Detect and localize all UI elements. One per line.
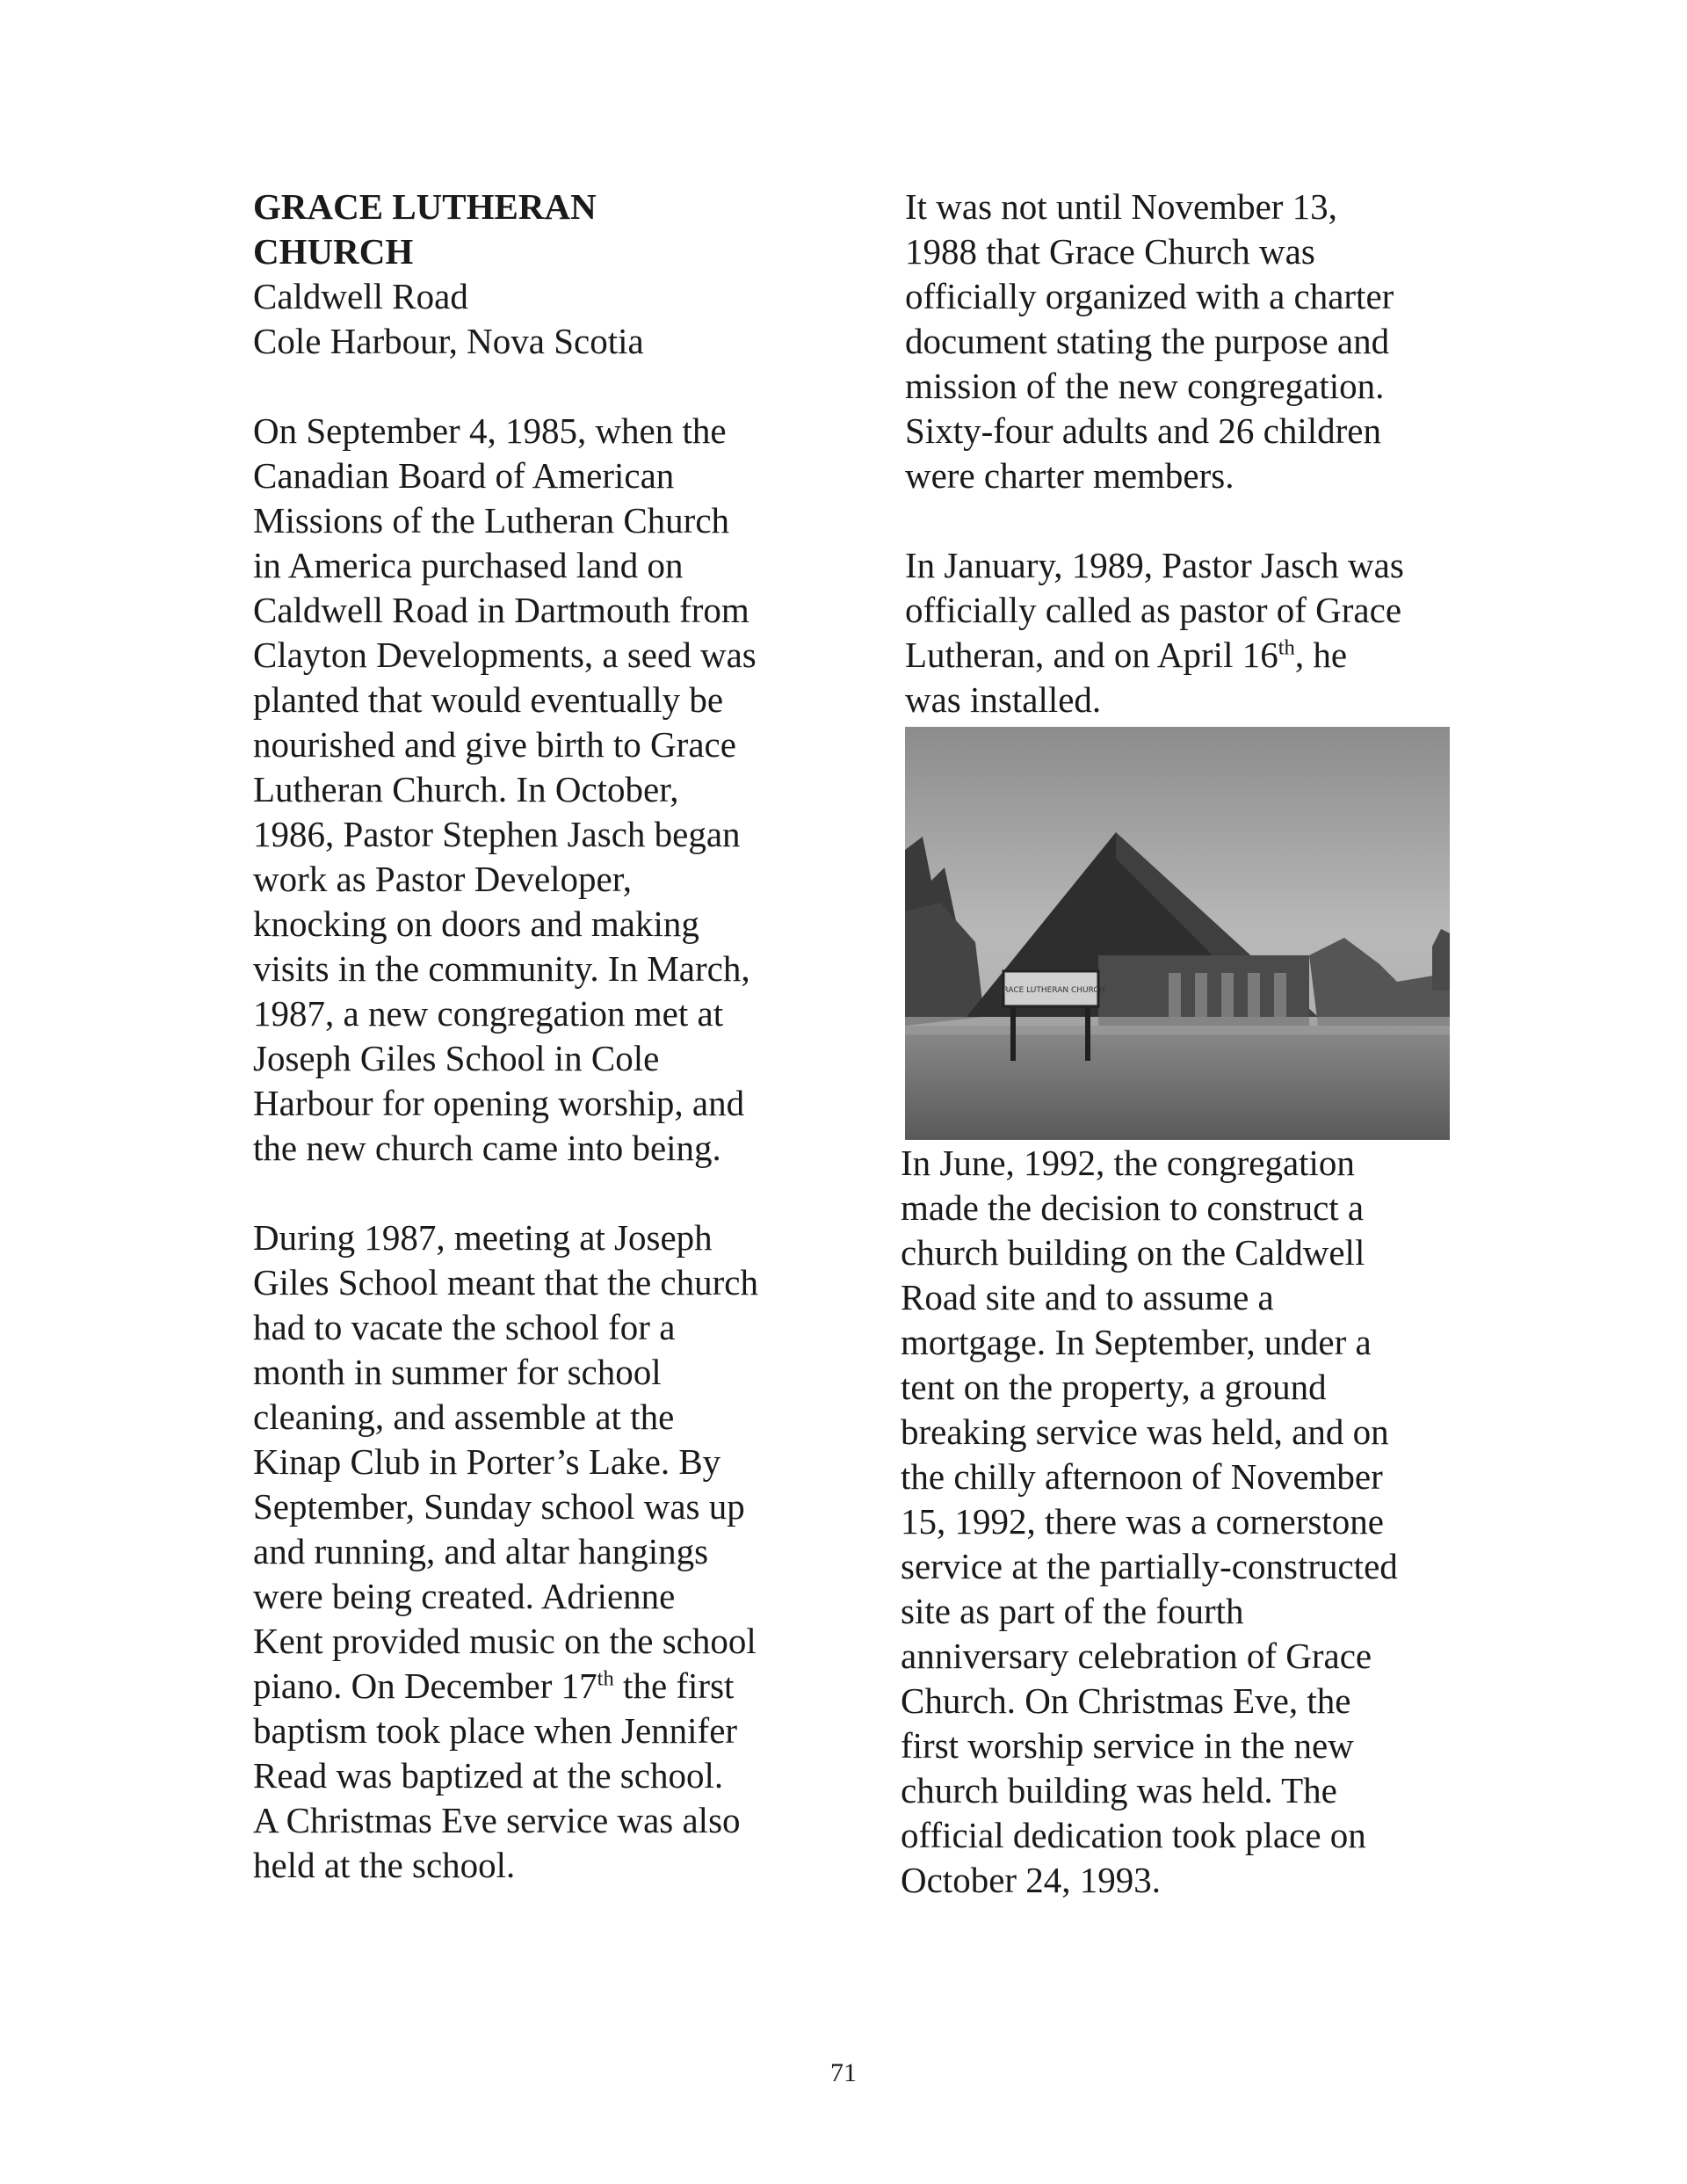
text-line: officially organized with a charter <box>905 276 1394 316</box>
text-line: Harbour for opening worship, and <box>253 1083 745 1123</box>
text-line: nourished and give birth to Grace <box>253 724 736 765</box>
text-line: held at the school. <box>253 1845 516 1885</box>
text-line: Church. On Christmas Eve, the <box>901 1680 1351 1721</box>
text-line: month in summer for school <box>253 1352 662 1392</box>
text-line: On September 4, 1985, when the <box>253 410 727 451</box>
paragraph-pastor-call <box>905 543 1485 722</box>
text-line: anniversary celebration of Grace <box>901 1636 1372 1676</box>
text-line: 15, 1992, there was a cornerstone <box>901 1501 1384 1542</box>
text-line: In January, 1989, Pastor Jasch was <box>905 545 1404 585</box>
text-line: Missions of the Lutheran Church <box>253 500 730 541</box>
text-line: 1988 that Grace Church was <box>905 231 1315 272</box>
text-line: knocking on doors and making <box>253 903 699 944</box>
text-line: Road site and to assume a <box>901 1277 1274 1317</box>
paragraph-1987 <box>253 1215 833 1888</box>
text-line: It was not until November 13, <box>905 186 1337 227</box>
text-line: and running, and altar hangings <box>253 1531 709 1571</box>
paragraph-founding <box>253 409 833 1171</box>
text-line: visits in the community. In March, <box>253 948 750 989</box>
text-line: October 24, 1993. <box>901 1860 1162 1900</box>
text-line: 1987, a new congregation met at <box>253 993 724 1034</box>
text-line: Read was baptized at the school. <box>253 1755 724 1796</box>
text-line: Kinap Club in Porter’s Lake. By <box>253 1441 721 1482</box>
text-line: planted that would eventually be <box>253 679 724 720</box>
text-line: were charter members. <box>905 455 1234 496</box>
text-line: Joseph Giles School in Cole <box>253 1038 660 1078</box>
text-line: site as part of the fourth <box>901 1591 1244 1631</box>
right-column <box>905 185 1485 722</box>
text-line: mission of the new congregation. <box>905 366 1385 406</box>
text-line: A Christmas Eve service was also <box>253 1800 741 1840</box>
text-line: During 1987, meeting at Joseph <box>253 1217 713 1258</box>
church-title-line-2: CHURCH <box>253 231 414 272</box>
paragraph-charter <box>905 185 1485 498</box>
left-column <box>253 185 833 1888</box>
text-line: church building was held. The <box>901 1770 1337 1810</box>
text-line: cleaning, and assemble at the <box>253 1397 675 1437</box>
paragraph-building <box>901 1141 1481 1903</box>
text-line: service at the partially-constructed <box>901 1546 1398 1586</box>
address-line-2: Cole Harbour, Nova Scotia <box>253 321 644 361</box>
paragraph-1987-baptism-line: piano. On December 17th the first <box>253 1665 735 1706</box>
text-line: were being created. Adrienne <box>253 1576 676 1616</box>
text-line: Sixty-four adults and 26 children <box>905 410 1382 451</box>
church-title-line-1: GRACE LUTHERAN <box>253 186 597 227</box>
text-line: Kent provided music on the school <box>253 1621 757 1661</box>
text-line: had to vacate the school for a <box>253 1307 676 1347</box>
text-line: the chilly afternoon of November <box>901 1456 1383 1497</box>
text-line: made the decision to construct a <box>901 1187 1365 1228</box>
text-line: first worship service in the new <box>901 1725 1354 1766</box>
text-line: Caldwell Road in Dartmouth from <box>253 590 749 630</box>
text-line: baptism took place when Jennifer <box>253 1710 738 1751</box>
paragraph-pastor-installed-end: was installed. <box>905 679 1102 720</box>
text-line: Lutheran Church. In October, <box>253 769 679 809</box>
text-line: 1986, Pastor Stephen Jasch began <box>253 814 741 854</box>
text-line: In June, 1992, the congregation <box>901 1143 1355 1183</box>
text-line: Giles School meant that the church <box>253 1262 758 1302</box>
text-line: tent on the property, a ground <box>901 1367 1327 1407</box>
text-line: official dedication took place on <box>901 1815 1366 1855</box>
text-line: in America purchased land on <box>253 545 684 585</box>
text-line: the new church came into being. <box>253 1128 721 1168</box>
text-line: church building on the Caldwell <box>901 1232 1365 1273</box>
address-line-1: Caldwell Road <box>253 276 468 316</box>
text-line: mortgage. In September, under a <box>901 1322 1372 1362</box>
text-line: Clayton Developments, a seed was <box>253 635 757 675</box>
paragraph-pastor-installed-line: Lutheran, and on April 16th, he <box>905 635 1348 675</box>
text-line: September, Sunday school was up <box>253 1486 745 1527</box>
text-line: document stating the purpose and <box>905 321 1390 361</box>
text-line: Canadian Board of American <box>253 455 675 496</box>
page-number: 71 <box>830 2058 857 2087</box>
text-line: officially called as pastor of Grace <box>905 590 1402 630</box>
church-photo <box>905 727 1450 1140</box>
church-sign-text: GRACE LUTHERAN CHURCH <box>996 986 1105 995</box>
text-line: breaking service was held, and on <box>901 1411 1389 1452</box>
text-line: work as Pastor Developer, <box>253 859 633 899</box>
